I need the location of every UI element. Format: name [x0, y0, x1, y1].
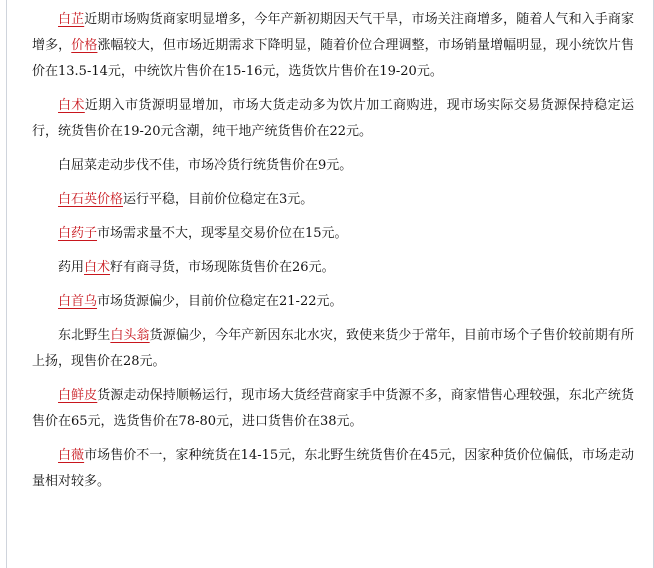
- herb-link[interactable]: 白药子: [58, 226, 98, 241]
- herb-link[interactable]: 价格: [71, 38, 98, 53]
- herb-link[interactable]: 白首乌: [58, 294, 98, 309]
- paragraph-text: 市场售价不一，家种统货在14-15元，东北野生统货售价在45元，因家种货价位偏低，市场走动量相对较多。: [32, 448, 634, 489]
- herb-link[interactable]: 白芷: [58, 12, 85, 27]
- herb-link[interactable]: 白石英价格: [58, 192, 124, 207]
- article-paragraph: [32, 93, 634, 145]
- article-paragraph: [32, 443, 634, 495]
- article-paragraph: [32, 289, 634, 315]
- herb-link[interactable]: 白薇: [58, 448, 85, 463]
- article-paragraph: [32, 383, 634, 435]
- article-paragraph: [32, 187, 634, 213]
- article-paragraph: [32, 7, 634, 85]
- paragraph-text: 涨幅较大，但市场近期需求下降明显，随着价位合理调整，市场销量增幅明显，现小统饮片售价在13.5-14元，中统饮片售价在15-16元，选货饮片售价在19-20元。: [32, 38, 634, 79]
- article-paragraph: [32, 255, 634, 281]
- paragraph-text: 白屈菜走动步伐不佳，市场冷货行统货售价在9元。: [58, 158, 353, 173]
- article-paragraph: [32, 221, 634, 247]
- article-paragraph: [32, 323, 634, 375]
- paragraph-text: 籽有商寻货，市场现陈货售价在26元。: [110, 260, 335, 275]
- herb-link[interactable]: 白鲜皮: [58, 388, 98, 403]
- herb-link[interactable]: 白术: [84, 260, 111, 275]
- paragraph-text: 东北野生: [58, 328, 111, 343]
- herb-link[interactable]: 白术: [58, 98, 85, 113]
- paragraph-text: 近期市场购货商家明显增多，今年产新初期因天气干旱，市场关注商增多，随着人气和入手商家增多，: [32, 12, 634, 53]
- paragraph-text: 货源走动保持顺畅运行，现市场大货经营商家手中货源不多，商家惜售心理较强，东北产统货售价在65元，选货售价在78-80元，进口货售价在38元。: [32, 388, 634, 429]
- paragraph-text: 市场需求量不大，现零星交易价位在15元。: [97, 226, 348, 241]
- paragraph-text: 运行平稳，目前价位稳定在3元。: [123, 192, 314, 207]
- paragraph-text: 近期入市货源明显增加，市场大货走动多为饮片加工商购进，现市场实际交易货源保持稳定运行，统货售价在19-20元含潮，纯干地产统货售价在22元。: [32, 98, 634, 139]
- paragraph-text: 药用: [58, 260, 85, 275]
- article-paragraph: [32, 153, 634, 179]
- herb-link[interactable]: 白头翁: [110, 328, 150, 343]
- article-body: [32, 7, 634, 503]
- paragraph-text: 市场货源偏少，目前价位稳定在21-22元。: [97, 294, 343, 309]
- frame-left-border: [6, 0, 7, 568]
- paragraph-text: 货源偏少，今年产新因东北水灾，致使来货少于常年，目前市场个子售价较前期有所上扬，现售价在28元。: [32, 328, 634, 369]
